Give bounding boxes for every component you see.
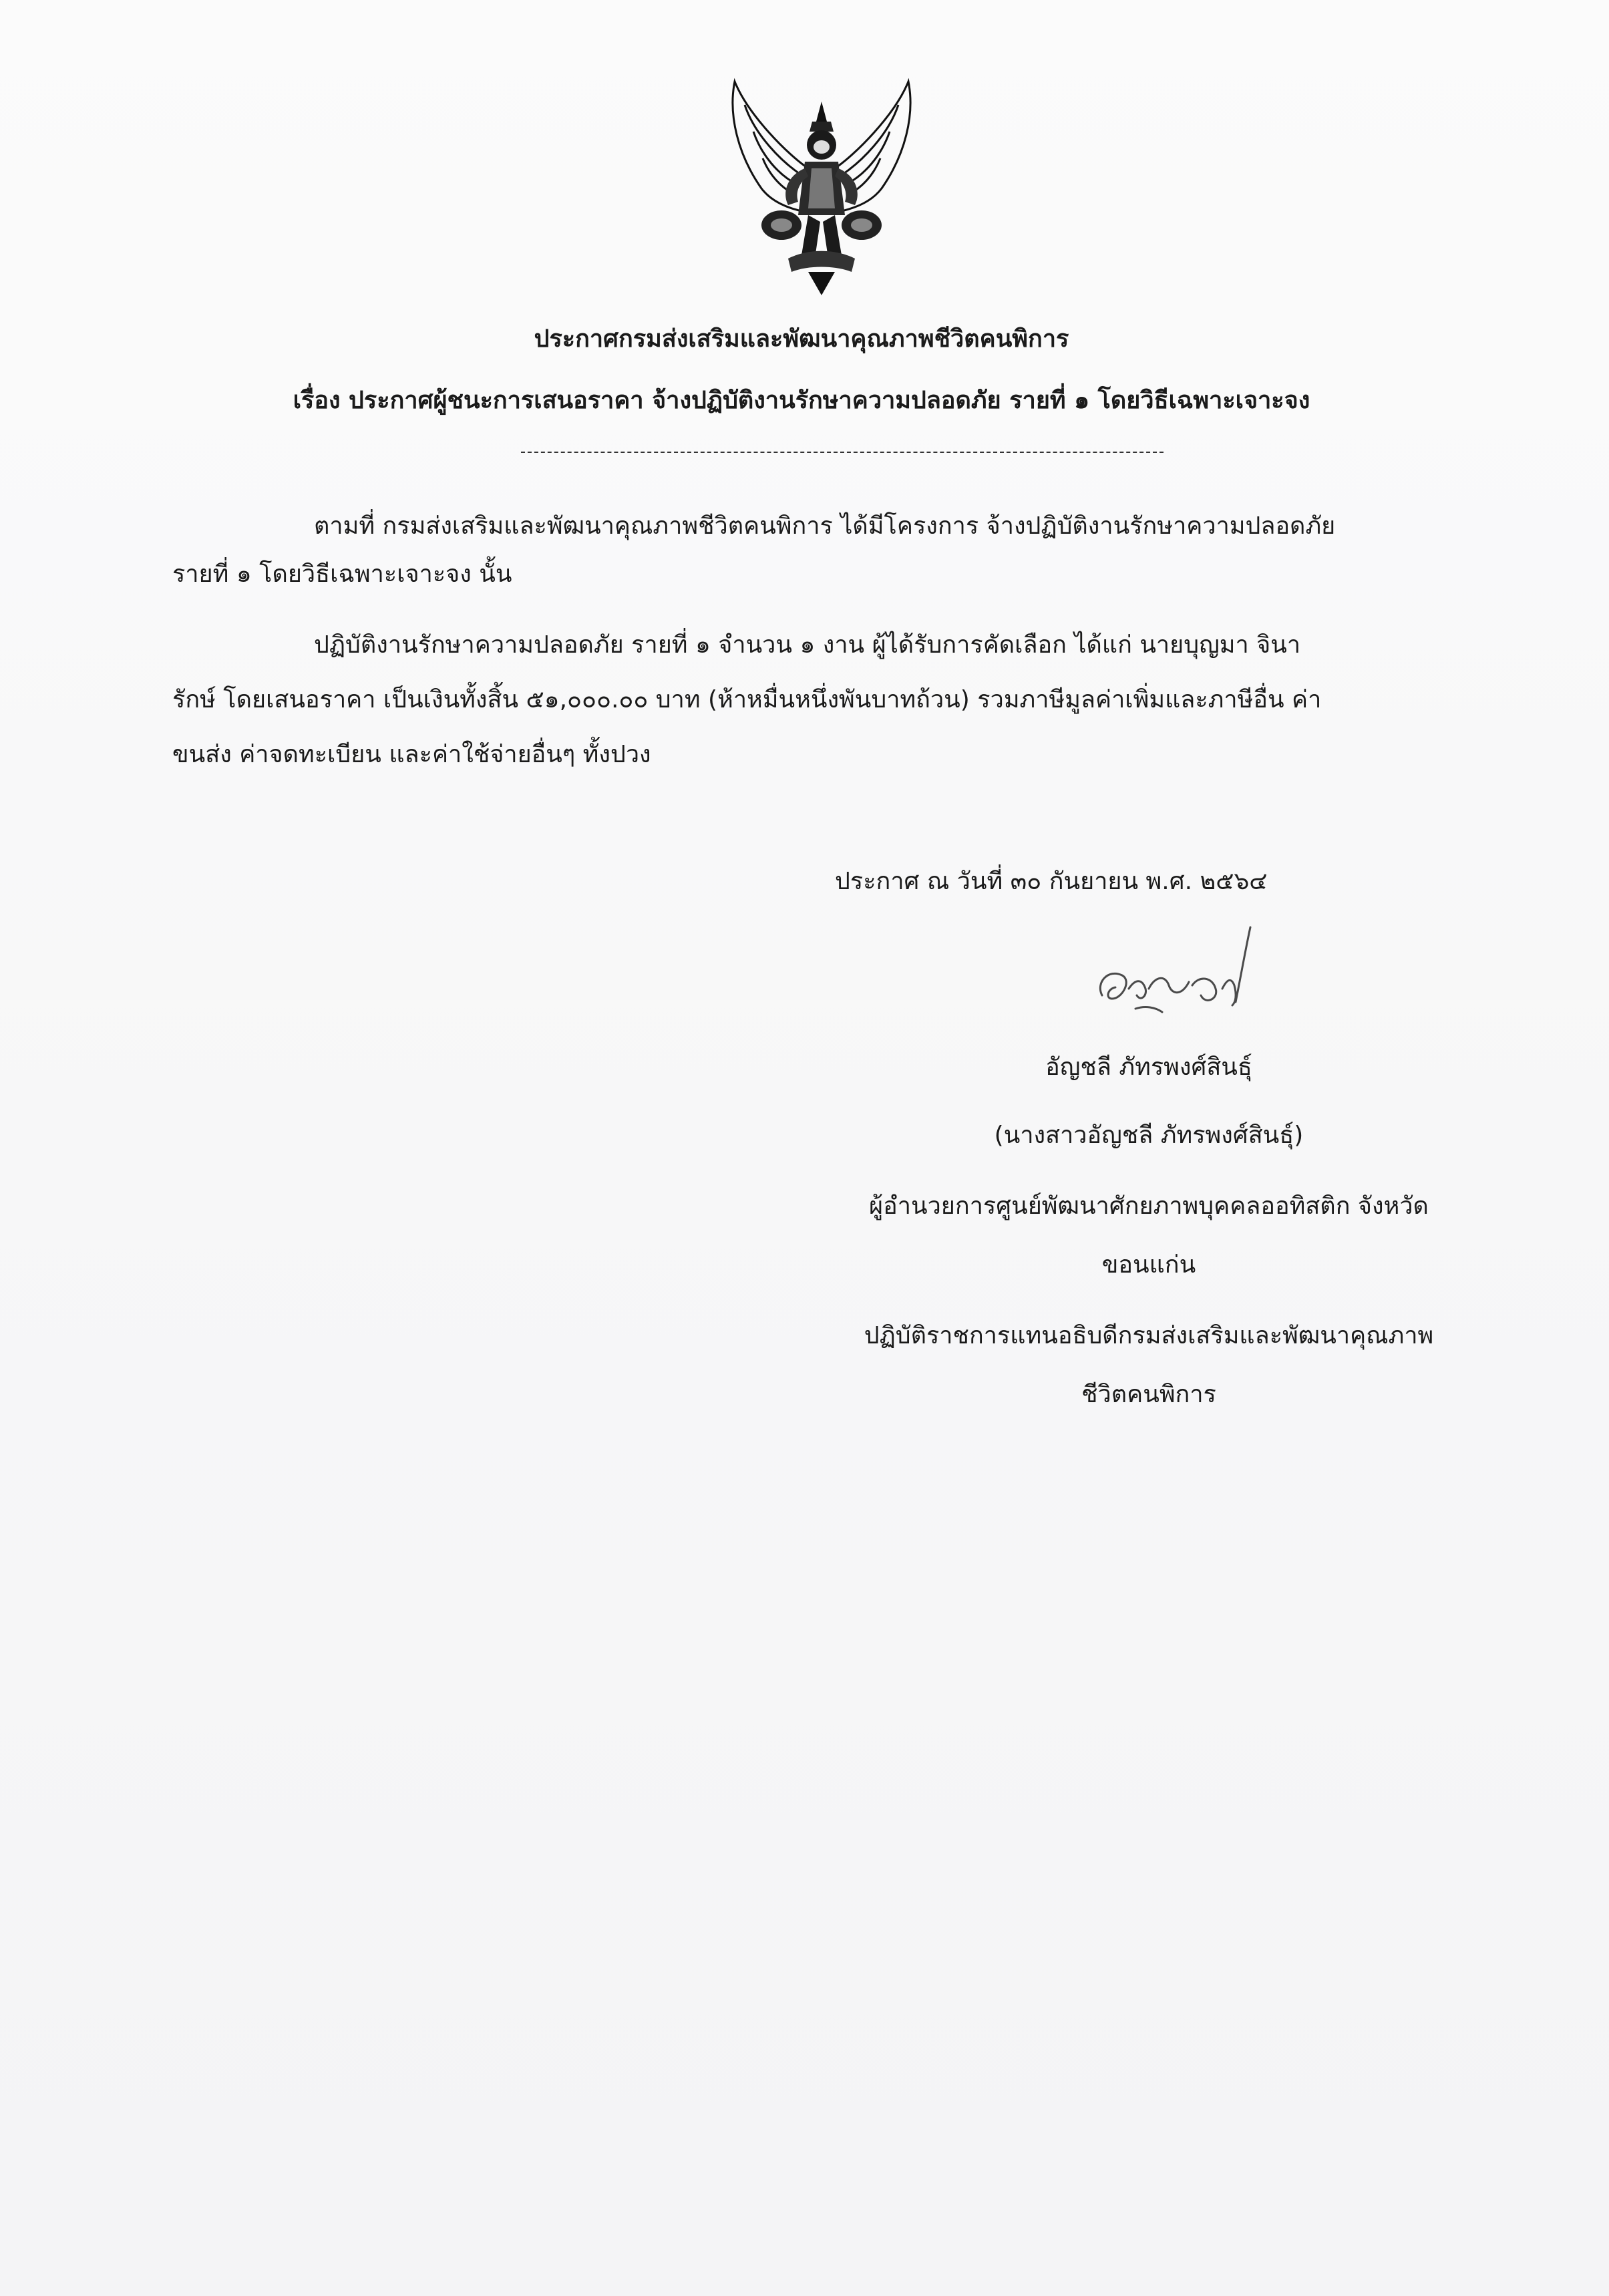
paragraph-2-line-1: ปฏิบัติงานรักษาความปลอดภัย รายที่ ๑ จำนวน ๑ งาน ผู้ได้รับการคัดเลือก ได้แก่ นายบุญมา จินา	[314, 631, 1301, 659]
signatory-acting-line-1: ปฏิบัติราชการแทนอธิบดีกรมส่งเสริมและพัฒนาคุณภาพ	[864, 1322, 1434, 1349]
paragraph-1-line-2: รายที่ ๑ โดยวิธีเฉพาะเจาะจง นั้น	[172, 560, 512, 588]
signatory-full-name: (นางสาวอัญชลี ภัทรพงศ์สินธุ์)	[994, 1122, 1304, 1149]
paragraph-2-line-3: ขนส่ง ค่าจดทะเบียน และค่าใช้จ่ายอื่นๆ ทั้งปวง	[172, 741, 651, 768]
paragraph-1-line-1: ตามที่ กรมส่งเสริมและพัฒนาคุณภาพชีวิตคนพิการ ได้มีโครงการ จ้างปฏิบัติงานรักษาความปลอดภัย	[314, 512, 1336, 540]
garuda-emblem	[708, 75, 935, 302]
signatory-position-line-2: ขอนแก่น	[1101, 1251, 1196, 1279]
signatory-acting-line-2: ชีวิตคนพิการ	[1081, 1381, 1216, 1408]
handwritten-signature	[1082, 922, 1262, 1035]
document-subject: เรื่อง ประกาศผู้ชนะการเสนอราคา จ้างปฏิบัติงานรักษาความปลอดภัย รายที่ ๑ โดยวิธีเฉพาะเจาะจง	[293, 387, 1310, 414]
announcement-date: ประกาศ ณ วันที่ ๓๐ กันยายน พ.ศ. ๒๕๖๔	[835, 868, 1268, 895]
paragraph-2-line-2: รักษ์ โดยเสนอราคา เป็นเงินทั้งสิ้น ๕๑,๐๐๐.๐๐ บาท (ห้าหมื่นหนึ่งพันบาทถ้วน) รวมภาษีมูลค่าเพิ่มและภาษีอื่น ค่า	[172, 686, 1322, 713]
title-divider	[521, 452, 1164, 453]
signatory-position-line-1: ผู้อำนวยการศูนย์พัฒนาศักยภาพบุคคลออทิสติก จังหวัด	[869, 1192, 1429, 1220]
document-title: ประกาศกรมส่งเสริมและพัฒนาคุณภาพชีวิตคนพิการ	[534, 325, 1069, 353]
signatory-name: อัญชลี ภัทรพงศ์สินธุ์	[1045, 1053, 1252, 1081]
